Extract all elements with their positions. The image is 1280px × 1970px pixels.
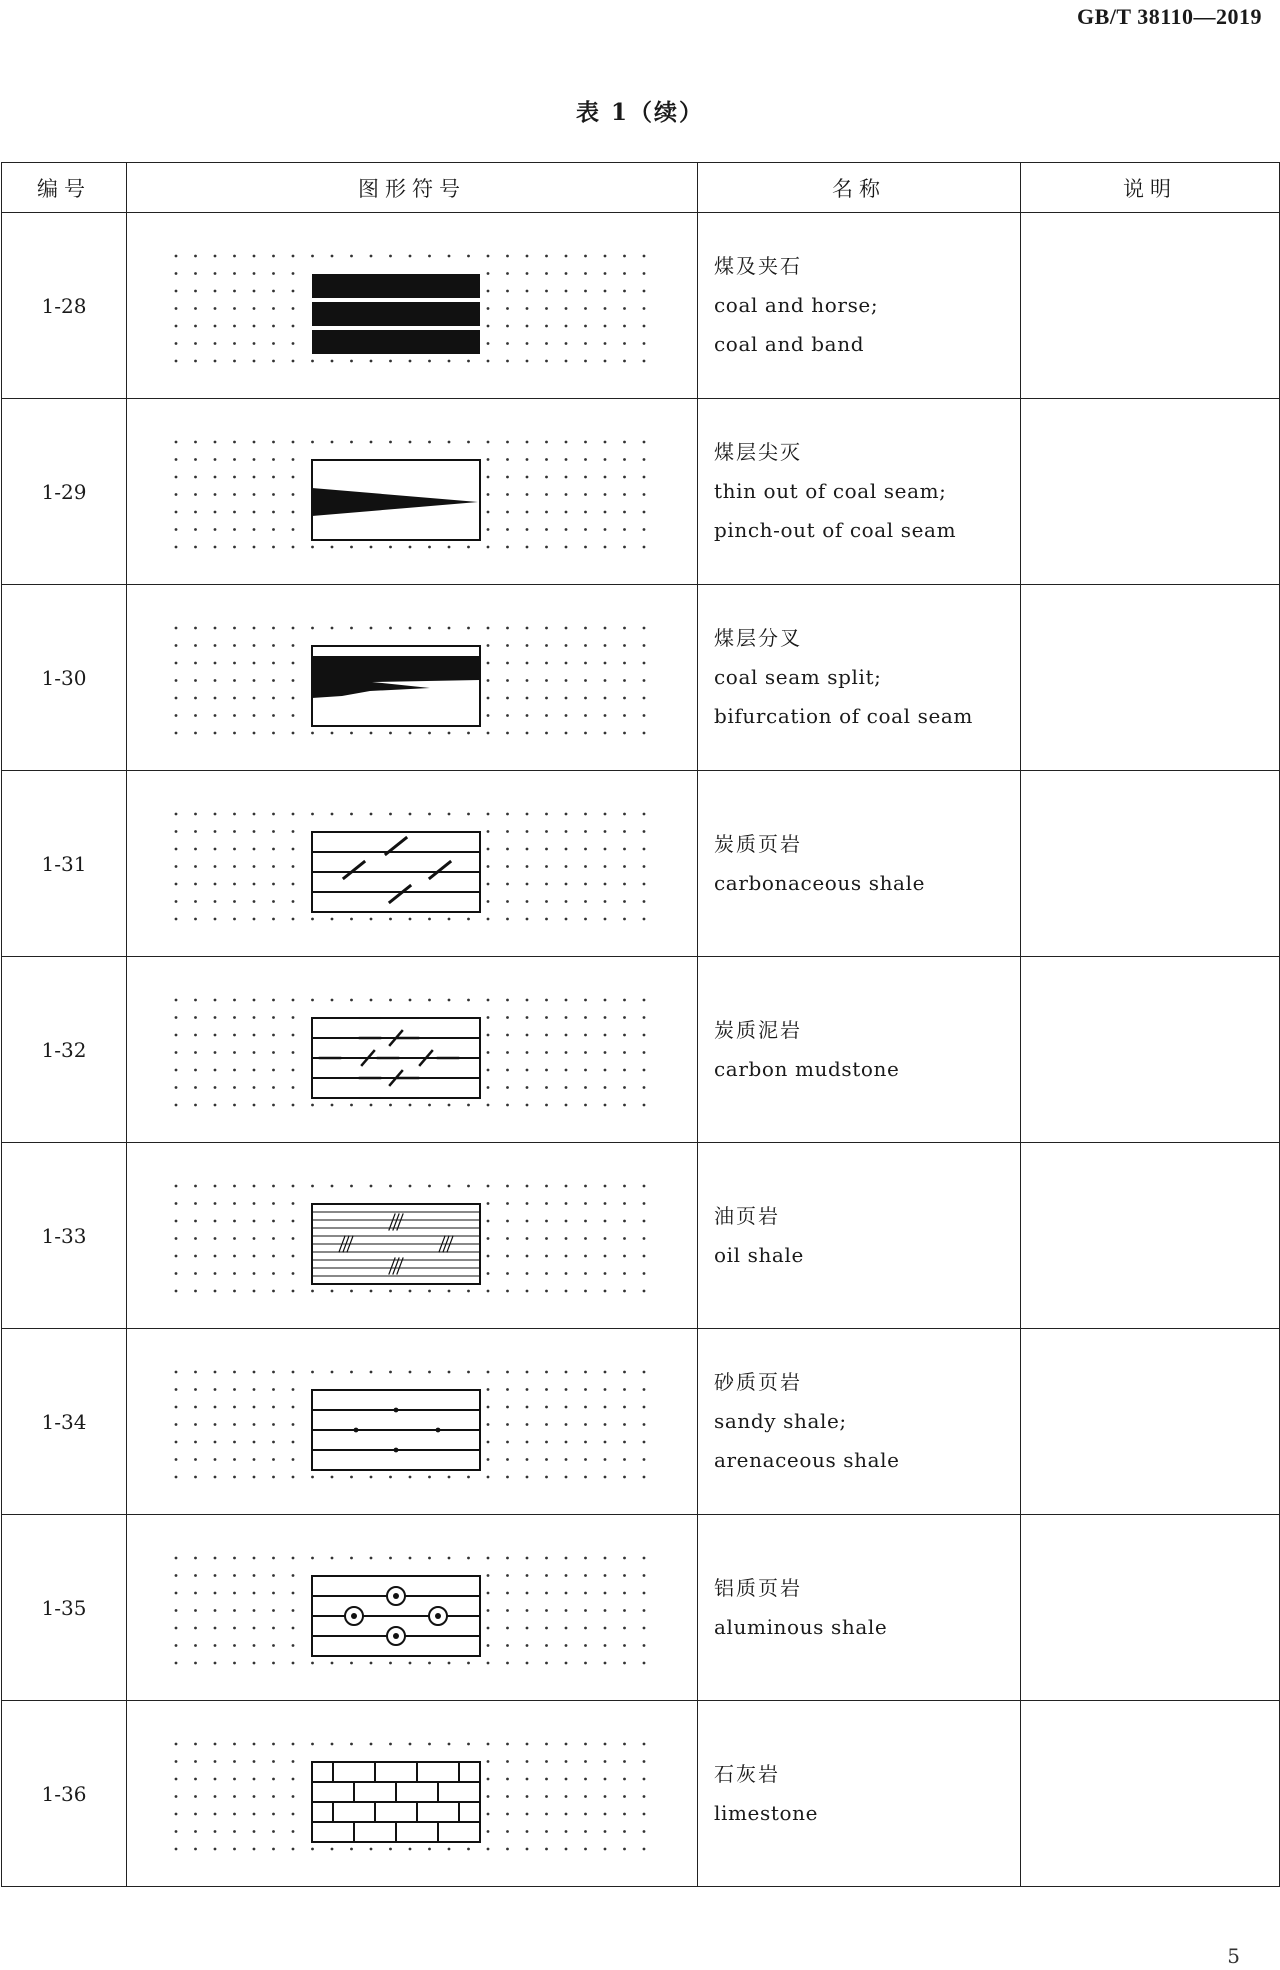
name-cell [698,213,1021,399]
name-chinese: 炭质页岩 [714,831,802,856]
note-cell [1021,1143,1280,1329]
dot-grid [175,812,646,920]
symbol-cell [127,771,698,957]
symbol-cell [127,1515,698,1701]
page-number: 5 [1227,1944,1240,1968]
row-id: 1-33 [2,1143,127,1329]
row-id: 1-36 [2,1701,127,1887]
row-id: 1-34 [2,1329,127,1515]
thin-out-coal-seam-symbol [162,422,662,562]
column-header-name: 名称 [698,163,1021,213]
name-cell [698,585,1021,771]
name-english: thin out of coal seam; [714,479,947,503]
name-english: carbon mudstone [714,1056,900,1081]
name-english: sandy shale; [714,1409,847,1433]
name-english: coal and band [714,332,865,356]
name-english: pinch-out of coal seam [714,518,957,542]
table-title: 表 1（续） [575,99,704,126]
note-cell [1021,1701,1280,1887]
table-row [2,1701,1280,1887]
name-english: limestone [714,1800,819,1825]
name-cell [698,771,1021,957]
table-row [2,399,1280,585]
name-cell [698,1329,1021,1515]
name-chinese: 煤层尖灭 [714,440,802,464]
symbol-cell [127,213,698,399]
symbol-cell [127,585,698,771]
name-chinese: 铝质页岩 [714,1575,802,1600]
symbol-figure [312,1762,480,1842]
name-cell [698,1701,1021,1887]
symbol-cell [127,957,698,1143]
name-cell [698,1515,1021,1701]
name-chinese: 石灰岩 [714,1761,780,1786]
dot-grid [175,1370,646,1478]
note-cell [1021,399,1280,585]
table-header-row [2,163,1280,213]
symbol-figure [312,1390,480,1470]
note-cell [1021,585,1280,771]
symbol-cell [127,1701,698,1887]
carbon-mudstone-symbol [162,980,662,1120]
table-row [2,585,1280,771]
table-row [2,771,1280,957]
row-id: 1-35 [2,1515,127,1701]
note-cell [1021,1329,1280,1515]
row-id: 1-31 [2,771,127,957]
name-cell [698,1143,1021,1329]
symbol-figure [312,646,480,726]
name-chinese: 煤层分叉 [714,626,802,650]
symbol-cell [127,399,698,585]
symbol-figure [312,1204,480,1284]
name-english: carbonaceous shale [714,870,926,895]
name-english: bifurcation of coal seam [714,704,973,728]
limestone-symbol [162,1724,662,1864]
name-chinese: 砂质页岩 [714,1370,802,1394]
symbol-figure [312,832,480,912]
column-header-id: 编号 [2,163,127,213]
row-id: 1-29 [2,399,127,585]
name-english: coal and horse; [714,293,879,317]
dot-grid [175,1556,646,1664]
name-english: oil shale [714,1242,804,1267]
name-chinese: 油页岩 [714,1203,780,1228]
table-row [2,1329,1280,1515]
column-header-note: 说明 [1021,163,1280,213]
name-english: arenaceous shale [714,1448,900,1472]
coal-seam-split-symbol [162,608,662,748]
name-cell [698,957,1021,1143]
name-cell [698,399,1021,585]
symbol-figure [312,274,480,354]
table-row [2,1515,1280,1701]
dot-grid [175,440,646,548]
table-row [2,1143,1280,1329]
table-row [2,213,1280,399]
symbol-table [1,162,1280,1887]
name-chinese: 炭质泥岩 [714,1017,802,1042]
row-id: 1-30 [2,585,127,771]
name-chinese: 煤及夹石 [714,254,802,278]
name-english: aluminous shale [714,1614,888,1639]
name-english: coal seam split; [714,665,882,689]
column-header-symbol: 图形符号 [127,163,698,213]
row-id: 1-28 [2,213,127,399]
symbol-figure [312,460,480,540]
standard-code: GB/T 38110—2019 [1077,4,1262,29]
note-cell [1021,213,1280,399]
symbol-figure [312,1576,480,1656]
row-id: 1-32 [2,957,127,1143]
dot-grid [175,1742,646,1850]
sandy-shale-symbol [162,1352,662,1492]
oil-shale-symbol [162,1166,662,1306]
symbol-figure [312,1018,480,1098]
table-row [2,957,1280,1143]
note-cell [1021,957,1280,1143]
note-cell [1021,771,1280,957]
note-cell [1021,1515,1280,1701]
coal-and-horse-symbol [162,236,662,376]
carbonaceous-shale-symbol [162,794,662,934]
dot-grid [175,998,646,1106]
aluminous-shale-symbol [162,1538,662,1678]
symbol-cell [127,1329,698,1515]
symbol-cell [127,1143,698,1329]
